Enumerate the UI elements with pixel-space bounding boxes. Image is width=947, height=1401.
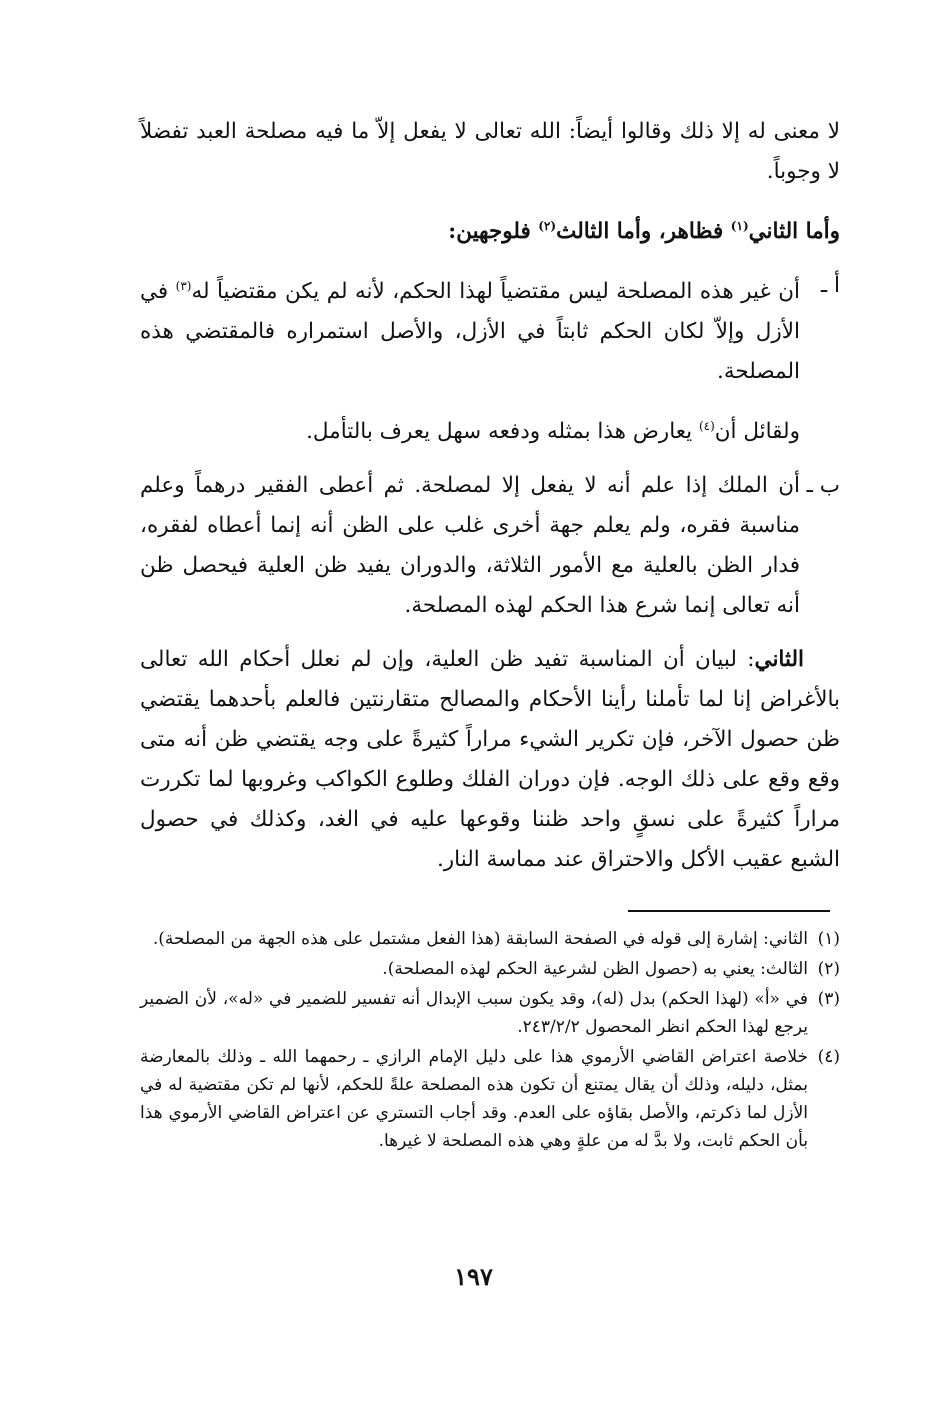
footnote-separator <box>628 910 830 912</box>
second-label: الثاني <box>754 647 804 673</box>
page-number: ١٩٧ <box>454 1262 493 1291</box>
point-alif: أ ـ أن غير هذه المصلحة ليس مقتضياً لهذا الحكم، لأنه لم يكن مقتضياً له$^{(٣)}$ في الأزل وإلاّ لكان الحكم ثابتاً في الأزل، والأصل استمراره فالمقتضي هذه المصلحة. <box>140 266 840 392</box>
paragraph-objection: ولقائل أن$^{(٤)}$ يعارض هذا بمثله ودفعه سهل يعرف بالتأمل. <box>306 419 800 445</box>
paragraph-two-aspects: وأما الثاني$^{(١)}$ فظاهر، وأما الثالث$^{(٢)}$ فلوجهين: <box>448 219 840 245</box>
footnote-ref-2: (٢) <box>538 219 557 233</box>
point-ba: ب ـ أن الملك إذا علم أنه لا يفعل إلا لمصلحة. ثم أعطى الفقير درهماً وعلم مناسبة فقره، ولم يعلم جهة أخرى غلب على الظن أنه إنما أعطاه لفقره، فدار الظن بالعلية مع الأمور الثلاثة، والدوران يفيد ظن العلية فيحصل ظن أنه تعالى إنما شرع هذا الحكم لهذه المصلحة. <box>140 466 840 626</box>
footnote-3: (٣) في «أ» (لهذا الحكم) بدل (له)، وقد يكون سبب الإبدال أنه تفسير للضمير في «له»، لأن الضمير يرجع لهذا الحكم انظر المحصول ٢٤٣/٢/٢. <box>140 989 840 1037</box>
footnote-4: (٤) خلاصة اعتراض القاضي الأرموي هذا على دليل الإمام الرازي ـ رحمهما الله ـ وذلك بالمعارضة بمثل، دليله، وذلك أن يقال يمتنع أن تكون هذه المصلحة علةً للحكم، لأنها لم تكن مقتضية له في الأزل لما ذكرتم، والأصل بقاؤه على العدم. وقد أجاب التستري عن اعتراض القاضي الأرموي هذا بأن الحكم ثابت، ولا بدَّ له من علةٍ وهي هذه المصلحة لا غيرها. <box>140 1047 840 1151</box>
main-text <box>140 112 840 880</box>
footnote-ref-3: (٣) <box>175 279 192 294</box>
point-label-alif: أ ـ <box>820 273 840 299</box>
point-label-ba: ب ـ <box>806 473 840 499</box>
footnote-ref-4: (٤) <box>698 419 715 434</box>
footnote-ref-1: (١) <box>730 219 749 233</box>
paragraph-opening: لا معنى له إلا ذلك وقالوا أيضاً: الله تعالى لا يفعل إلاّ ما فيه مصلحة العبد تفضلاً لا وجوباً. <box>140 119 840 184</box>
paragraph-second-argument: الثاني: لبيان أن المناسبة تفيد ظن العلية، وإن لم نعلل أحكام الله تعالى بالأغراض إنا لما تأملنا رأينا الأحكام والمصالح متقارنتين فالعلم بأحدهما يقتضي ظن حصول الآخر، فإن تكرير الشيء مراراً كثيرةً على وجه يقتضي ظن أنه متى وقع وقع على ذلك الوجه. فإن دوران الفلك وطلوع الكواكب وغروبها لما تكررت مراراً كثيرةً على نسقٍ واحد ظننا وقوعها عليه في الغد، وكذلك في حصول الشبع عقيب الأكل والاحتراق عند مماسة النار. <box>140 647 840 873</box>
footnotes <box>140 925 840 1157</box>
footnote-2: (٢) الثالث: يعني به (حصول الظن لشرعية الحكم لهذه المصلحة). <box>382 959 840 979</box>
footnote-1: (١) الثاني: إشارة إلى قوله في الصفحة السابقة (هذا الفعل مشتمل على هذه الجهة من المصلحة). <box>152 929 840 949</box>
